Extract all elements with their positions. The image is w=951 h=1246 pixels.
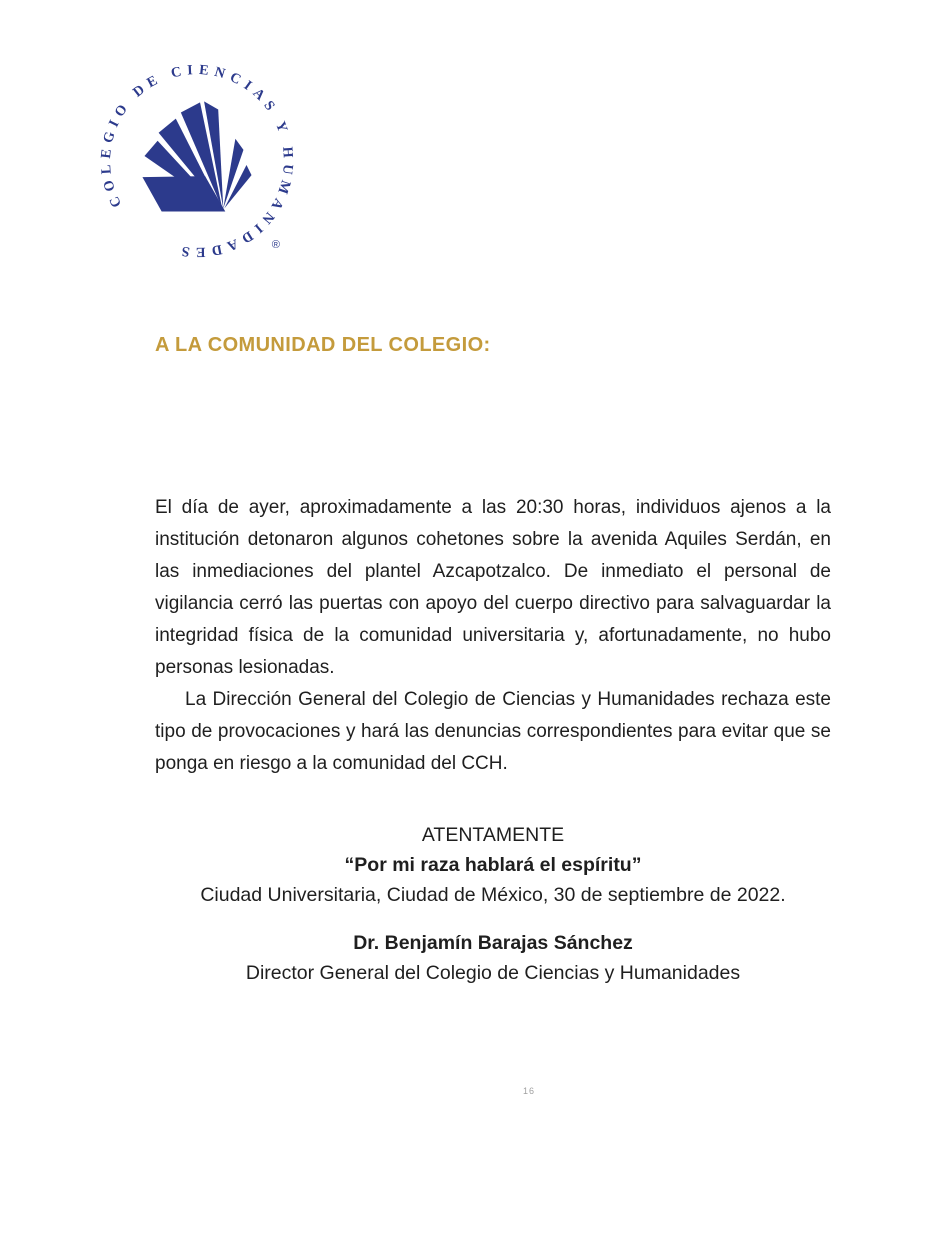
closing-block — [155, 820, 831, 910]
body-paragraph-2: La Dirección General del Colegio de Ciencias y Humanidades rechaza este tipo de provocaciones y hará las denuncias correspondientes para evitar que se ponga en riesgo a la comunidad del CCH. — [155, 689, 831, 774]
body-paragraph-1: El día de ayer, aproximadamente a las 20:30 horas, individuos ajenos a la institución detonaron algunos cohetones sobre la avenida Aquiles Serdán, en las inmediaciones del plantel Azcapotzalco. De inmediato el personal de vigilancia cerró las puertas con apoyo del cuerpo directivo para salvaguardar la integridad física de la comunidad universitaria y, afortunadamente, no hubo personas lesionadas. — [155, 497, 831, 678]
signature-block — [155, 928, 831, 988]
closing-salutation: ATENTAMENTE — [421, 824, 565, 846]
closing-motto: “Por mi raza hablará el espíritu” — [344, 854, 642, 876]
document-heading: A LA COMUNIDAD DEL COLEGIO: — [155, 334, 491, 356]
registered-trademark-icon: ® — [271, 238, 280, 251]
document-body — [155, 492, 831, 780]
open-book-icon — [142, 101, 251, 211]
logo-circular-text: COLEGIO DE CIENCIAS Y HUMANIDADES — [97, 61, 297, 260]
cch-logo-graphic — [96, 60, 298, 262]
signatory-name: Dr. Benjamín Barajas Sánchez — [353, 932, 633, 954]
closing-place-date: Ciudad Universitaria, Ciudad de México, 30 de septiembre de 2022. — [200, 884, 786, 906]
page-number: 16 — [522, 1086, 535, 1096]
signatory-title: Director General del Colegio de Ciencias y Humanidades — [245, 962, 741, 984]
cch-logo — [96, 60, 298, 262]
